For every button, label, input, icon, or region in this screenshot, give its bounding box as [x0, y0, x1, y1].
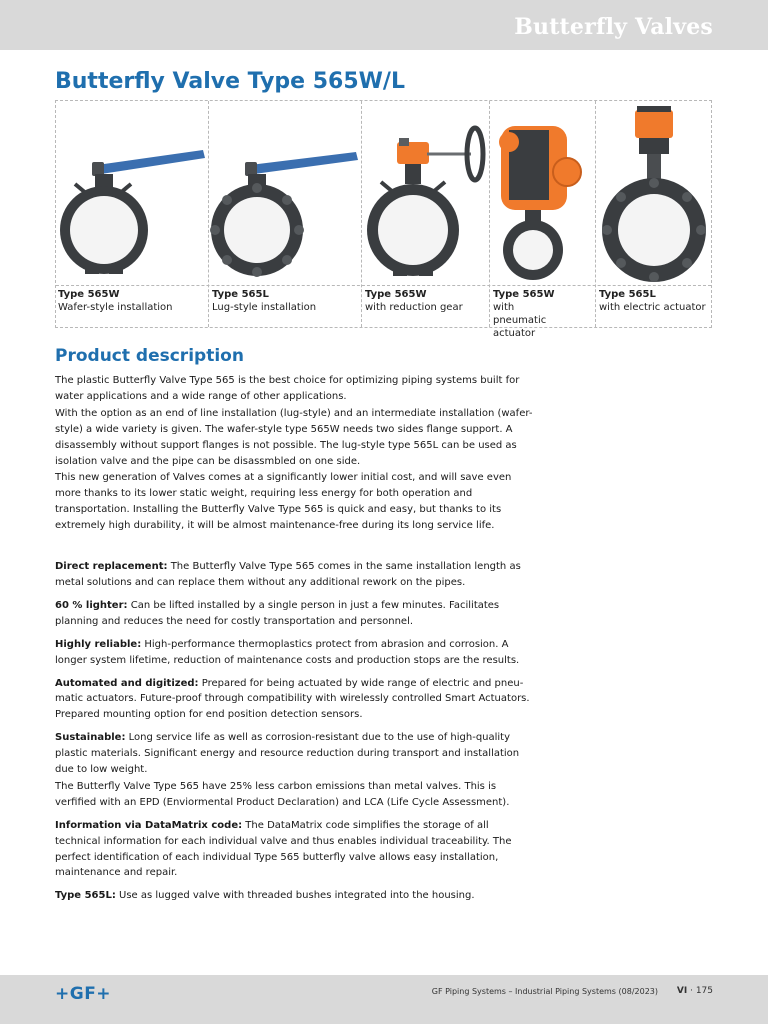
product-description: [55, 373, 535, 905]
valve-565l-lug-image: [210, 102, 360, 285]
intro-paragraph: The plastic Butterfly Valve Type 565 is the best choice for optimizing piping systems built for water applications and a wide range of other applications.: [55, 375, 520, 402]
caption-565l-electric: Type 565L with electric actuator: [599, 289, 706, 313]
section-title: Butterfly Valves: [514, 14, 713, 40]
gf-logo: +GF+: [55, 984, 112, 1004]
product-gallery: [55, 100, 712, 339]
feature-direct-replacement: Direct replacement: The Butterfly Valve Type 565 comes in the same installation length as metal solutions and can replace them without any additional rework on the pipes.: [55, 561, 521, 588]
caption-565w-wafer: Type 565W Wafer-style installation: [58, 289, 173, 313]
intro-paragraph: This new generation of Valves comes at a significantly lower initial cost, and will save even more thanks to its lower static weight, requiring less energy for both operation and transportation. Installing the Butterfly Valve Type 565 is quick and easy, but thanks to its extremely high durability, it will be almost maintenance-free during its long service life.: [55, 472, 512, 532]
valve-565l-electric-image: [597, 102, 710, 285]
feature-emissions: The Butterfly Valve Type 565 have 25% less carbon emissions than metal valves. This is verfified with an EPD (Enviormental Product Declaration) and LCA (Life Cycle Assessment).: [55, 780, 510, 808]
intro-paragraph: With the option as an end of line installation (lug-style) and an intermediate installation (wafer-style) a wide variety is given. The wafer-style type 565W needs two sides flange support. A disassembly without support flanges is not possible. The lug-style type 565L can be used as isolation valve and the pipe can be disassmbled on one side.: [55, 407, 533, 467]
footer-bar: [0, 975, 768, 1024]
section-heading: Product description: [55, 346, 244, 366]
page-number: VI · 175: [676, 986, 713, 996]
header-bar: [0, 0, 768, 50]
feature-automated: Automated and digitized: Prepared for being actuated by wide range of electric and pneu-matic actuators. Future-proof through compatibility with wirelessly controlled Smart Actuators. Prepared mounting option for end position detection sensors.: [55, 677, 530, 721]
valve-565w-gear-image: [363, 102, 489, 285]
feature-type-565l: Type 565L: Use as lugged valve with threaded bushes integrated into the housing.: [55, 890, 475, 902]
page-title: Butterfly Valve Type 565W/L: [55, 69, 405, 94]
feature-reliable: Highly reliable: High-performance thermoplastics protect from abrasion and corrosion. A longer system lifetime, reduction of maintenance costs and production stops are the results.: [55, 638, 520, 666]
valve-565w-wafer-image: [57, 102, 207, 285]
feature-datamatrix: Information via DataMatrix code: The DataMatrix code simplifies the storage of all technical information for each individual valve and thus enables individual traceability. The perfect identification of each individual Type 565 butterfly valve allows easy installation, maintenance and repair.: [55, 819, 512, 879]
footer-source: GF Piping Systems – Industrial Piping Systems (08/2023): [431, 987, 658, 996]
feature-sustainable: Sustainable: Long service life as well as corrosion-resistant due to the use of high-quality plastic materials. Significant energy and resource reduction during transport and installation due to low weight.: [55, 732, 520, 776]
feature-lighter: 60 % lighter: Can be lifted installed by a single person in just a few minutes. Facilitates planning and reduces the need for costly transportation and personnel.: [55, 599, 500, 627]
caption-565w-pneumatic: Type 565W with pneumatic actuator: [493, 289, 555, 339]
caption-565l-lug: Type 565L Lug-style installation: [212, 289, 317, 313]
valve-565w-pneumatic-image: [491, 102, 595, 285]
caption-565w-gear: Type 565W with reduction gear: [365, 289, 463, 313]
